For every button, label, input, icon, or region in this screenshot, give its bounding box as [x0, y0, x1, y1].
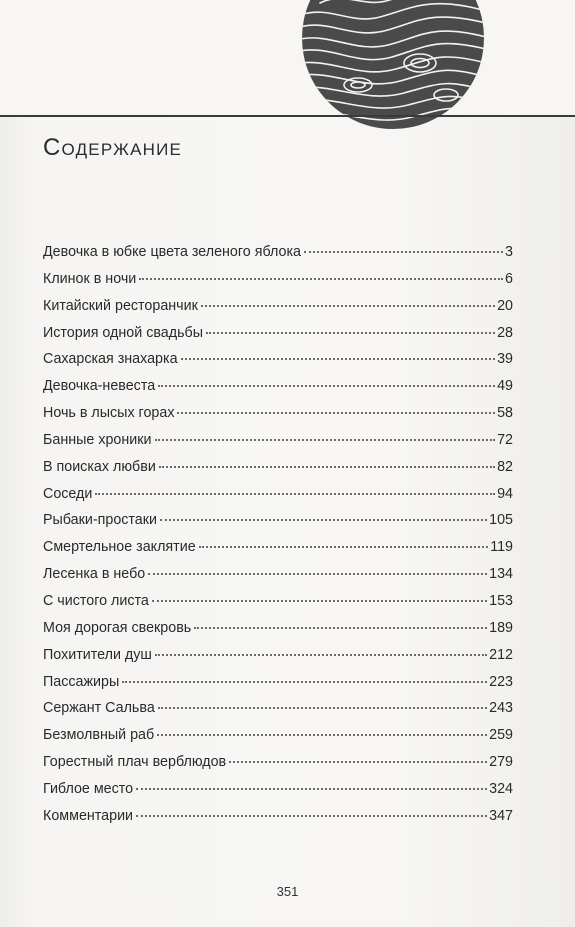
toc-leader-dots [160, 519, 487, 521]
toc-entry [43, 459, 513, 486]
toc-leader-dots [155, 654, 487, 656]
toc-entry [43, 566, 513, 593]
toc-entry-page: 223 [489, 673, 513, 690]
toc-leader-dots [139, 278, 503, 280]
toc-entry [43, 727, 513, 754]
toc-entry [43, 298, 513, 325]
toc-entry-page: 243 [489, 700, 513, 717]
toc-entry-title: Сахарская знахарка [43, 351, 178, 368]
toc-entry-title: Сержант Сальва [43, 700, 155, 717]
toc-entry [43, 244, 513, 271]
toc-leader-dots [304, 251, 503, 253]
toc-entry-title: Ночь в лысых горах [43, 405, 175, 422]
toc-entry-title: Девочка-невеста [43, 378, 156, 395]
toc-entry [43, 351, 513, 378]
toc-entry-page: 134 [489, 566, 513, 583]
toc-entry-page: 324 [489, 780, 513, 797]
toc-entry [43, 271, 513, 298]
toc-entry [43, 700, 513, 727]
header-band [0, 0, 575, 117]
toc-entry-page: 82 [497, 458, 513, 475]
toc-entry-page: 279 [489, 754, 513, 771]
toc-entry-title: Моя дорогая свекровь [43, 619, 192, 636]
toc-entry [43, 593, 513, 620]
table-of-contents [43, 244, 513, 835]
toc-leader-dots [201, 305, 495, 307]
toc-entry-title: Смертельное заклятие [43, 539, 196, 556]
toc-leader-dots [148, 573, 487, 575]
toc-entry-title: В поисках любви [43, 458, 156, 475]
toc-entry-page: 259 [489, 727, 513, 744]
toc-leader-dots [122, 681, 487, 683]
toc-leader-dots [136, 815, 487, 817]
page-number: 351 [276, 884, 299, 899]
toc-entry-page: 105 [489, 512, 513, 529]
toc-entry-title: Гиблое место [43, 780, 134, 797]
toc-entry-title: Соседи [43, 485, 93, 502]
toc-entry-page: 39 [497, 351, 513, 368]
toc-entry [43, 486, 513, 513]
header-rule [0, 115, 575, 117]
toc-entry-title: Комментарии [43, 807, 134, 824]
toc-entry [43, 432, 513, 459]
toc-entry [43, 674, 513, 701]
toc-entry-title: История одной свадьбы [43, 324, 203, 341]
toc-entry-page: 49 [497, 378, 513, 395]
toc-leader-dots [229, 761, 487, 763]
toc-leader-dots [181, 358, 496, 360]
toc-entry-title: Горестный плач верблюдов [43, 754, 227, 771]
toc-entry [43, 754, 513, 781]
toc-entry-page: 3 [505, 244, 513, 260]
toc-entry [43, 405, 513, 432]
toc-entry-page: 6 [505, 270, 513, 287]
toc-entry [43, 647, 513, 674]
wood-grain-circle-icon [300, 0, 486, 131]
toc-entry-title: Пассажиры [43, 673, 120, 690]
toc-entry-title: Похитители душ [43, 646, 152, 663]
toc-leader-dots [199, 546, 489, 548]
toc-entry-title: С чистого листа [43, 592, 149, 609]
toc-entry-page: 119 [490, 539, 513, 556]
toc-entry-title: Рыбаки-простаки [43, 512, 157, 529]
toc-entry [43, 378, 513, 405]
toc-entry-page: 28 [497, 324, 513, 341]
toc-entry-page: 58 [497, 405, 513, 422]
toc-leader-dots [157, 734, 487, 736]
toc-leader-dots [95, 493, 495, 495]
toc-leader-dots [206, 332, 495, 334]
toc-entry-page: 72 [497, 431, 513, 448]
toc-entry-page: 212 [489, 646, 513, 663]
toc-entry-page: 94 [497, 485, 513, 502]
toc-entry-page: 347 [489, 807, 513, 824]
toc-entry-title: Безмолвный раб [43, 727, 155, 744]
toc-entry [43, 325, 513, 352]
toc-entry-title: Лесенка в небо [43, 566, 146, 583]
toc-entry-title: Клинок в ночи [43, 270, 137, 287]
toc-entry-page: 189 [489, 619, 513, 636]
toc-entry-title: Банные хроники [43, 431, 152, 448]
toc-leader-dots [158, 385, 495, 387]
toc-leader-dots [158, 707, 487, 709]
toc-entry [43, 539, 513, 566]
toc-leader-dots [177, 412, 495, 414]
toc-leader-dots [194, 627, 487, 629]
toc-entry-title: Девочка в юбке цвета зеленого яблока [43, 244, 301, 260]
toc-entry [43, 620, 513, 647]
page-title: Содержание [43, 134, 183, 161]
toc-entry [43, 781, 513, 808]
toc-entry-page: 20 [497, 297, 513, 314]
toc-entry-title: Китайский ресторанчик [43, 297, 198, 314]
toc-leader-dots [136, 788, 487, 790]
toc-entry-page: 153 [489, 592, 513, 609]
toc-entry [43, 512, 513, 539]
toc-leader-dots [159, 466, 495, 468]
toc-leader-dots [155, 439, 496, 441]
toc-leader-dots [152, 600, 487, 602]
toc-entry [43, 808, 513, 835]
